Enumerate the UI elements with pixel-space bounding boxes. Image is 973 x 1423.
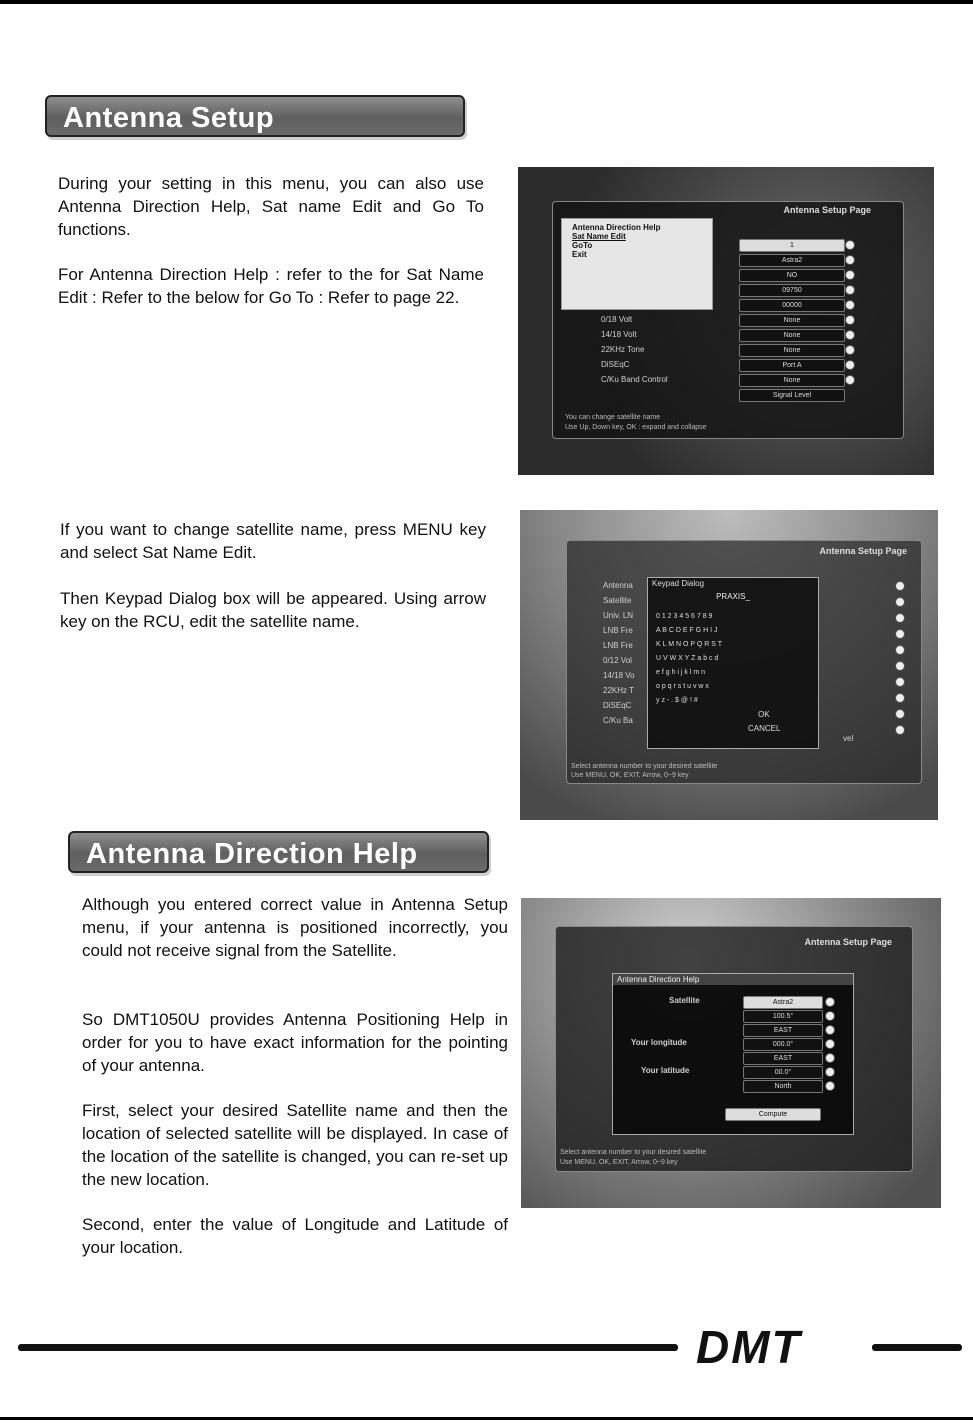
option-icon xyxy=(845,255,855,265)
osd-panel xyxy=(566,540,922,784)
option-icon xyxy=(845,345,855,355)
compute-button[interactable]: Compute xyxy=(725,1108,821,1121)
satellite-direction-field[interactable]: EAST xyxy=(743,1024,823,1037)
osd-title: Antenna Setup Page xyxy=(783,205,871,215)
dmt-logo: DMT xyxy=(696,1321,802,1373)
keypad-cancel-button[interactable]: CANCEL xyxy=(748,724,781,733)
option-icon xyxy=(825,1081,835,1091)
label-your-latitude: Your latitude xyxy=(641,1066,690,1075)
osd-panel xyxy=(555,926,913,1172)
value-field[interactable]: None xyxy=(739,329,845,342)
longitude-direction-field[interactable]: EAST xyxy=(743,1052,823,1065)
option-icon xyxy=(845,330,855,340)
option-icon xyxy=(895,725,905,735)
direction-help-paragraph-4: Second, enter the value of Longitude and Latitude of your location. xyxy=(82,1215,508,1257)
menu-item-sat-name-edit[interactable]: Sat Name Edit xyxy=(572,232,626,241)
keypad-dialog-screenshot xyxy=(520,510,938,820)
keypad-row[interactable]: U V W X Y Z a b c d xyxy=(656,655,719,662)
osd-title: Antenna Setup Page xyxy=(804,937,892,947)
keypad-dialog-title: Keypad Dialog xyxy=(652,579,705,588)
label-band: C/Ku Ba xyxy=(603,716,633,725)
value-field[interactable]: None xyxy=(739,344,845,357)
label-band-control: C/Ku Band Control xyxy=(601,375,668,384)
option-icon xyxy=(845,285,855,295)
label-volt: 0/18 Volt xyxy=(601,315,633,324)
value-field[interactable]: None xyxy=(739,374,845,387)
menu-item-exit[interactable]: Exit xyxy=(572,250,587,259)
footer-rule-right xyxy=(872,1344,962,1351)
popup-menu xyxy=(561,218,713,310)
keypad-grid[interactable] xyxy=(656,610,722,708)
option-icon xyxy=(845,375,855,385)
keypad-ok-button[interactable]: OK xyxy=(758,710,770,719)
option-icon xyxy=(825,1039,835,1049)
value-field[interactable]: 09750 xyxy=(739,284,845,297)
satellite-select[interactable]: Astra2 xyxy=(743,996,823,1009)
label-satellite: Satellite xyxy=(669,996,700,1005)
option-icon xyxy=(895,581,905,591)
direction-help-paragraph-2: So DMT1050U provides Antenna Positioning Help in order for you to have exact information for the pointing of your antenna. xyxy=(82,1010,508,1075)
option-icon xyxy=(895,677,905,687)
label-your-longitude: Your longitude xyxy=(631,1038,687,1047)
label-14-18-volt: 14/18 Volt xyxy=(601,330,637,339)
direction-help-dialog-title: Antenna Direction Help xyxy=(613,974,853,985)
antenna-setup-paragraph-2: For Antenna Direction Help : refer to the for Sat Name Edit : Refer to the below for Go To : Refer to page 22. xyxy=(58,265,484,307)
latitude-field[interactable]: 00.0° xyxy=(743,1066,823,1079)
value-field[interactable]: None xyxy=(739,314,845,327)
keypad-entry[interactable]: PRAXIS_ xyxy=(716,592,750,601)
osd-panel xyxy=(552,201,904,439)
osd-hint-2: Use MENU, OK, EXIT, Arrow, 0~9 key xyxy=(571,772,689,779)
label-satellite: Satellite xyxy=(603,596,632,605)
osd-hint-2: Use Up, Down key, OK : expand and collapse xyxy=(565,424,707,431)
label-14-18-volt: 14/18 Vo xyxy=(603,671,635,680)
antenna-setup-paragraph-3: If you want to change satellite name, press MENU key and select Sat Name Edit. xyxy=(60,520,486,562)
keypad-row[interactable]: K L M N O P Q R S T xyxy=(656,641,722,648)
osd-hint-2: Use MENU, OK, EXIT, Arrow, 0~9 key xyxy=(560,1159,678,1166)
label-diseqc: DiSEqC xyxy=(603,701,632,710)
direction-help-heading: Antenna Direction Help xyxy=(68,831,489,873)
direction-help-paragraph-1: Although you entered correct value in Antenna Setup menu, if your antenna is positioned incorrectly, you could not receive signal from the Satellite. xyxy=(82,895,508,960)
keypad-row[interactable]: o p q r s t u v w x xyxy=(656,683,709,690)
option-icon xyxy=(895,693,905,703)
option-icon xyxy=(895,645,905,655)
option-icon xyxy=(895,597,905,607)
option-icon xyxy=(825,997,835,1007)
antenna-setup-paragraph-1: During your setting in this menu, you can also use Antenna Direction Help, Sat name Edit and Go To functions. xyxy=(58,174,484,239)
signal-level-field[interactable]: Signal Level xyxy=(739,389,845,402)
keypad-dialog xyxy=(647,577,819,749)
keypad-row[interactable]: 0 1 2 3 4 5 6 7 8 9 xyxy=(656,613,713,620)
value-field[interactable]: NO xyxy=(739,269,845,282)
value-field[interactable]: 1 xyxy=(739,239,845,252)
longitude-field[interactable]: 000.0° xyxy=(743,1038,823,1051)
direction-help-screenshot xyxy=(521,898,941,1208)
keypad-row[interactable]: e f g h i j k l m n xyxy=(656,669,706,676)
satellite-position-field[interactable]: 100.5° xyxy=(743,1010,823,1023)
option-icon xyxy=(895,661,905,671)
option-icon xyxy=(845,300,855,310)
label-diseqc: DiSEqC xyxy=(601,360,630,369)
antenna-setup-paragraph-4: Then Keypad Dialog box will be appeared. Using arrow key on the RCU, edit the satellite name. xyxy=(60,589,486,631)
value-field[interactable]: Astra2 xyxy=(739,254,845,267)
osd-hint-1: Select antenna number to your desired satellite xyxy=(560,1149,707,1156)
osd-hint-1: Select antenna number to your desired satellite xyxy=(571,763,718,770)
direction-help-paragraph-3: First, select your desired Satellite name and then the location of selected satellite will be displayed. In case of the location of the satellite is changed, you can re-set up the new location. xyxy=(82,1101,508,1189)
direction-help-dialog xyxy=(612,973,854,1135)
option-icon xyxy=(845,360,855,370)
option-icon xyxy=(825,1025,835,1035)
option-icon xyxy=(825,1011,835,1021)
value-field[interactable]: 00000 xyxy=(739,299,845,312)
osd-title: Antenna Setup Page xyxy=(819,546,907,556)
antenna-setup-screenshot xyxy=(518,167,934,475)
keypad-row[interactable]: y z - . $ @ ! # xyxy=(656,697,698,704)
keypad-row[interactable]: A B C D E F G H I J xyxy=(656,627,718,634)
label-antenna: Antenna xyxy=(603,581,633,590)
osd-hint-1: You can change satellite name xyxy=(565,414,661,421)
option-icon xyxy=(845,315,855,325)
label-tail: vel xyxy=(843,734,854,743)
bottom-rule xyxy=(0,1417,973,1420)
option-icon xyxy=(845,270,855,280)
option-icon xyxy=(825,1067,835,1077)
latitude-direction-field[interactable]: North xyxy=(743,1080,823,1093)
menu-item-direction-help[interactable]: Antenna Direction Help xyxy=(572,223,661,232)
option-icon xyxy=(895,613,905,623)
option-icon xyxy=(895,629,905,639)
option-icon xyxy=(895,709,905,719)
menu-item-goto[interactable]: GoTo xyxy=(572,241,593,250)
value-field[interactable]: Port A xyxy=(739,359,845,372)
footer-rule xyxy=(18,1344,678,1351)
antenna-setup-heading: Antenna Setup xyxy=(45,95,465,137)
label-univ-lnb: Univ. LN xyxy=(603,611,634,620)
label-volt: 0/12 Vol xyxy=(603,656,632,665)
option-icon xyxy=(825,1053,835,1063)
label-22khz: 22KHz T xyxy=(603,686,634,695)
label-lnb-freq: LNB Fre xyxy=(603,626,633,635)
option-icon xyxy=(845,240,855,250)
label-22khz-tone: 22KHz Tone xyxy=(601,345,645,354)
label-lnb-freq: LNB Fre xyxy=(603,641,633,650)
top-rule xyxy=(0,0,973,4)
